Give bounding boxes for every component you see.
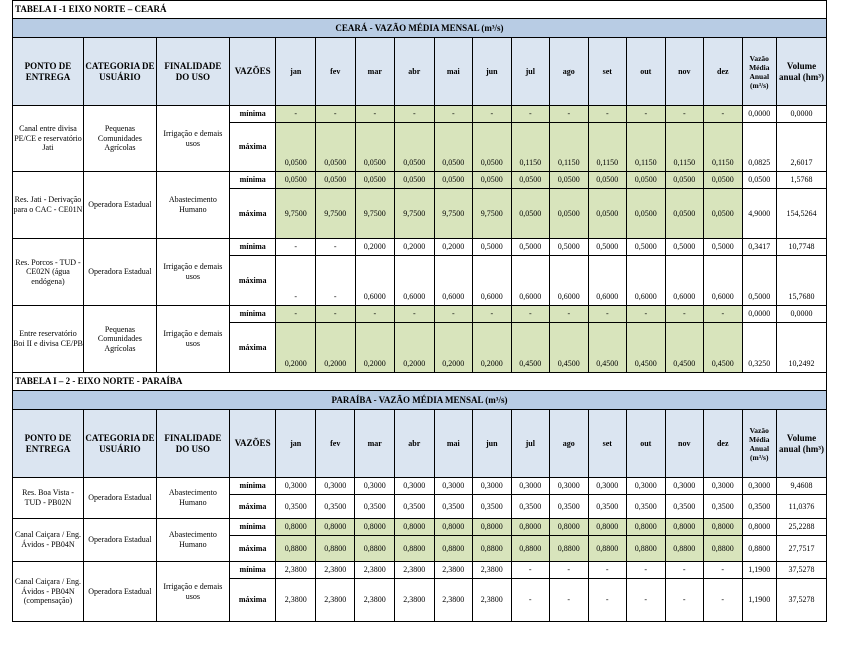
ponto-entrega-cell: Res. Boa Vista - TUD - PB02N — [13, 478, 84, 519]
header-month: abr — [395, 410, 435, 478]
month-value-cell: 0,2000 — [316, 323, 356, 373]
month-value-cell: 0,3000 — [434, 478, 473, 495]
header-vazoes: VAZÕES — [229, 38, 276, 106]
vazao-anual-cell: 0,0000 — [742, 106, 776, 123]
month-value-cell: 0,1150 — [550, 123, 589, 172]
month-value-cell: 0,3500 — [276, 495, 316, 519]
finalidade-cell: Irrigação e demais usos — [156, 306, 229, 373]
categoria-cell: Pequenas Comunidades Agrícolas — [83, 106, 156, 172]
month-value-cell: - — [434, 306, 473, 323]
month-value-cell: 0,3500 — [434, 495, 473, 519]
header-month: dez — [704, 38, 743, 106]
month-value-cell: 0,2000 — [395, 239, 435, 256]
volume-anual-cell: 11,0376 — [776, 495, 826, 519]
month-value-cell: 0,8000 — [665, 519, 704, 536]
month-value-cell: 0,3000 — [550, 478, 589, 495]
header-month: out — [627, 38, 666, 106]
month-value-cell: 0,3500 — [627, 495, 666, 519]
month-value-cell: 0,2000 — [473, 323, 512, 373]
volume-anual-cell: 0,0000 — [777, 306, 827, 323]
month-value-cell: 0,4500 — [550, 323, 589, 373]
month-value-cell: 0,6000 — [704, 256, 743, 306]
vazao-anual-cell: 0,3500 — [742, 495, 776, 519]
month-value-cell: 0,0500 — [665, 172, 704, 189]
month-value-cell: 0,8000 — [395, 519, 435, 536]
month-value-cell: - — [511, 106, 550, 123]
finalidade-cell: Abastecimento Humano — [156, 478, 229, 519]
month-value-cell: 0,6000 — [473, 256, 512, 306]
month-value-cell: - — [704, 579, 743, 622]
header-month: mar — [355, 410, 395, 478]
table-title: TABELA I – 2 - EIXO NORTE - PARAÍBA — [13, 373, 827, 391]
month-value-cell: 0,1150 — [627, 123, 666, 172]
month-value-cell: 0,3500 — [511, 495, 550, 519]
header-month: jun — [473, 410, 512, 478]
vazao-type-cell: máxima — [229, 495, 276, 519]
header-month: mar — [355, 38, 395, 106]
month-value-cell: 0,3000 — [665, 478, 704, 495]
categoria-cell: Operadora Estadual — [83, 519, 156, 562]
month-value-cell: 0,4500 — [704, 323, 743, 373]
header-month: fev — [315, 410, 355, 478]
month-value-cell: - — [395, 306, 435, 323]
month-value-cell: - — [665, 562, 704, 579]
month-value-cell: - — [627, 106, 666, 123]
table-row — [13, 306, 827, 323]
month-value-cell: - — [511, 306, 550, 323]
month-value-cell: 0,6000 — [588, 256, 627, 306]
month-value-cell: 0,0500 — [627, 189, 666, 239]
vazao-anual-cell: 0,0825 — [742, 123, 776, 172]
month-value-cell: 0,1150 — [704, 123, 743, 172]
header-month: ago — [550, 410, 589, 478]
month-value-cell: 2,3800 — [395, 579, 435, 622]
header-month: jul — [511, 38, 550, 106]
header-month: jun — [473, 38, 512, 106]
categoria-cell: Operadora Estadual — [83, 478, 156, 519]
month-value-cell: 0,5000 — [627, 239, 666, 256]
month-value-cell: 0,0500 — [704, 172, 743, 189]
month-value-cell: 0,3500 — [315, 495, 355, 519]
month-value-cell: 0,0500 — [473, 172, 512, 189]
month-value-cell: 0,0500 — [276, 123, 316, 172]
title-row — [13, 373, 827, 391]
volume-anual-cell: 1,5768 — [777, 172, 827, 189]
month-value-cell: 0,2000 — [434, 323, 473, 373]
month-value-cell: - — [316, 239, 356, 256]
month-value-cell: 0,8800 — [395, 536, 435, 562]
finalidade-cell: Abastecimento Humano — [156, 172, 229, 239]
month-value-cell: 0,8800 — [434, 536, 473, 562]
vazao-type-cell: máxima — [229, 189, 276, 239]
month-value-cell: 0,1150 — [511, 123, 550, 172]
month-value-cell: 0,3500 — [473, 495, 512, 519]
month-value-cell: - — [627, 306, 666, 323]
month-value-cell: 0,8000 — [434, 519, 473, 536]
table-band-title: PARAÍBA - VAZÃO MÉDIA MENSAL (m³/s) — [13, 391, 827, 410]
month-value-cell: 0,3000 — [511, 478, 550, 495]
ponto-entrega-cell: Entre reservatório Boi II e divisa CE/PB — [13, 306, 84, 373]
finalidade-cell: Abastecimento Humano — [156, 519, 229, 562]
month-value-cell: 0,8800 — [276, 536, 316, 562]
vazao-anual-cell: 0,3250 — [742, 323, 776, 373]
month-value-cell: 0,0500 — [355, 172, 395, 189]
month-value-cell: 9,7500 — [355, 189, 395, 239]
month-value-cell: - — [355, 106, 395, 123]
month-value-cell: 0,4500 — [588, 323, 627, 373]
month-value-cell: - — [276, 306, 316, 323]
categoria-cell: Operadora Estadual — [83, 172, 156, 239]
vazao-anual-cell: 0,5000 — [742, 256, 776, 306]
ponto-entrega-cell: Canal entre divisa PE/CE e reservatório Jati — [13, 106, 84, 172]
header-month: mai — [434, 410, 473, 478]
month-value-cell: - — [665, 106, 704, 123]
ponto-entrega-cell: Canal Caiçara / Eng. Ávidos - PB04N (compensação) — [13, 562, 84, 622]
month-value-cell: 0,3000 — [704, 478, 743, 495]
month-value-cell: 0,8000 — [473, 519, 512, 536]
volume-anual-cell: 37,5278 — [776, 562, 826, 579]
table-title: TABELA I -1 EIXO NORTE – CEARÁ — [13, 1, 827, 19]
month-value-cell: 2,3800 — [276, 579, 316, 622]
vazao-anual-cell: 0,3417 — [742, 239, 776, 256]
header-month: nov — [665, 38, 704, 106]
month-value-cell: 0,8800 — [550, 536, 589, 562]
title-row — [13, 1, 827, 19]
header-vazao-anual: Vazão Média Anual (m³/s) — [742, 38, 776, 106]
volume-anual-cell: 9,4608 — [776, 478, 826, 495]
vazao-type-cell: máxima — [229, 579, 276, 622]
month-value-cell: 0,8800 — [704, 536, 743, 562]
month-value-cell: - — [276, 256, 316, 306]
month-value-cell: 0,6000 — [627, 256, 666, 306]
month-value-cell: 0,0500 — [588, 189, 627, 239]
header-month: jan — [276, 410, 316, 478]
vazao-type-cell: mínima — [229, 562, 276, 579]
month-value-cell: 0,0500 — [473, 123, 512, 172]
month-value-cell: 9,7500 — [395, 189, 435, 239]
month-value-cell: 0,8800 — [315, 536, 355, 562]
month-value-cell: - — [627, 579, 666, 622]
month-value-cell: 0,0500 — [511, 172, 550, 189]
month-value-cell: 9,7500 — [316, 189, 356, 239]
month-value-cell: 0,3000 — [276, 478, 316, 495]
month-value-cell: - — [434, 106, 473, 123]
month-value-cell: 0,5000 — [550, 239, 589, 256]
month-value-cell: - — [511, 562, 550, 579]
month-value-cell: 0,3500 — [665, 495, 704, 519]
month-value-cell: - — [665, 579, 704, 622]
month-value-cell: 0,1150 — [665, 123, 704, 172]
header-month: jan — [276, 38, 316, 106]
month-value-cell: - — [511, 579, 550, 622]
ponto-entrega-cell: Res. Porcos - TUD -CE02N (água endógena) — [13, 239, 84, 306]
header-month: abr — [395, 38, 435, 106]
header-month: jul — [511, 410, 550, 478]
month-value-cell: - — [665, 306, 704, 323]
month-value-cell: 0,2000 — [355, 239, 395, 256]
header-month: ago — [550, 38, 589, 106]
header-ponto: PONTO DE ENTREGA — [13, 410, 84, 478]
volume-anual-cell: 37,5278 — [776, 579, 826, 622]
month-value-cell: 0,8800 — [355, 536, 395, 562]
table-row — [13, 106, 827, 123]
month-value-cell: 0,3500 — [355, 495, 395, 519]
month-value-cell: - — [276, 106, 316, 123]
vazao-type-cell: mínima — [229, 172, 276, 189]
month-value-cell: 0,0500 — [550, 189, 589, 239]
month-value-cell: - — [588, 579, 627, 622]
month-value-cell: - — [588, 106, 627, 123]
header-month: set — [588, 38, 627, 106]
table-row — [13, 519, 827, 536]
month-value-cell: - — [550, 306, 589, 323]
month-value-cell: 0,8800 — [511, 536, 550, 562]
volume-anual-cell: 15,7680 — [777, 256, 827, 306]
header-categoria: CATEGORIA DE USUÁRIO — [83, 38, 156, 106]
volume-anual-cell: 10,7748 — [777, 239, 827, 256]
month-value-cell: 0,0500 — [434, 123, 473, 172]
month-value-cell: 0,3500 — [550, 495, 589, 519]
vazao-type-cell: mínima — [229, 519, 276, 536]
month-value-cell: 0,0500 — [434, 172, 473, 189]
month-value-cell: 0,4500 — [665, 323, 704, 373]
month-value-cell: 0,0500 — [355, 123, 395, 172]
month-value-cell: 0,0500 — [511, 189, 550, 239]
month-value-cell: 0,0500 — [627, 172, 666, 189]
header-row — [13, 38, 827, 106]
table-row — [13, 478, 827, 495]
month-value-cell: 0,0500 — [316, 123, 356, 172]
vazao-type-cell: mínima — [229, 478, 276, 495]
month-value-cell: 0,0500 — [395, 172, 435, 189]
volume-anual-cell: 10,2492 — [777, 323, 827, 373]
vazao-anual-cell: 4,9000 — [742, 189, 776, 239]
month-value-cell: 0,0500 — [550, 172, 589, 189]
month-value-cell: - — [355, 306, 395, 323]
month-value-cell: - — [588, 562, 627, 579]
table-paraiba — [12, 372, 827, 622]
finalidade-cell: Irrigação e demais usos — [156, 562, 229, 622]
header-finalidade: FINALIDADE DO USO — [156, 410, 229, 478]
month-value-cell: 0,2000 — [434, 239, 473, 256]
table-row — [13, 239, 827, 256]
month-value-cell: 9,7500 — [276, 189, 316, 239]
month-value-cell: 0,3000 — [588, 478, 627, 495]
ponto-entrega-cell: Canal Caiçara / Eng. Ávidos - PB04N — [13, 519, 84, 562]
month-value-cell: 0,8000 — [704, 519, 743, 536]
month-value-cell: 0,2000 — [276, 323, 316, 373]
month-value-cell: 0,4500 — [511, 323, 550, 373]
vazao-type-cell: mínima — [229, 239, 276, 256]
month-value-cell: 2,3800 — [473, 562, 512, 579]
month-value-cell: 0,6000 — [355, 256, 395, 306]
month-value-cell: 0,8000 — [315, 519, 355, 536]
month-value-cell: 0,0500 — [665, 189, 704, 239]
month-value-cell: 0,5000 — [511, 239, 550, 256]
month-value-cell: 2,3800 — [395, 562, 435, 579]
month-value-cell: 0,5000 — [473, 239, 512, 256]
month-value-cell: 0,8800 — [627, 536, 666, 562]
month-value-cell: 2,3800 — [434, 579, 473, 622]
month-value-cell: 0,3000 — [355, 478, 395, 495]
header-row — [13, 410, 827, 478]
month-value-cell: 0,5000 — [588, 239, 627, 256]
month-value-cell: - — [588, 306, 627, 323]
ponto-entrega-cell: Res. Jati - Derivação para o CAC - CE01N — [13, 172, 84, 239]
header-month: mai — [434, 38, 473, 106]
month-value-cell: - — [704, 562, 743, 579]
month-value-cell: - — [316, 256, 356, 306]
month-value-cell: - — [704, 306, 743, 323]
month-value-cell: 0,6000 — [665, 256, 704, 306]
month-value-cell: 0,2000 — [395, 323, 435, 373]
month-value-cell: 2,3800 — [473, 579, 512, 622]
month-value-cell: - — [704, 106, 743, 123]
month-value-cell: 0,8000 — [355, 519, 395, 536]
month-value-cell: 0,3000 — [473, 478, 512, 495]
header-month: dez — [704, 410, 743, 478]
month-value-cell: - — [550, 562, 589, 579]
month-value-cell: 0,8800 — [473, 536, 512, 562]
header-categoria: CATEGORIA DE USUÁRIO — [83, 410, 156, 478]
vazao-type-cell: mínima — [229, 106, 276, 123]
month-value-cell: 0,6000 — [550, 256, 589, 306]
table-row — [13, 172, 827, 189]
header-month: nov — [665, 410, 704, 478]
month-value-cell: 0,8800 — [588, 536, 627, 562]
finalidade-cell: Irrigação e demais usos — [156, 106, 229, 172]
vazao-type-cell: mínima — [229, 306, 276, 323]
month-value-cell: 2,3800 — [355, 579, 395, 622]
volume-anual-cell: 27,7517 — [776, 536, 826, 562]
categoria-cell: Operadora Estadual — [83, 239, 156, 306]
month-value-cell: - — [550, 579, 589, 622]
month-value-cell: 0,3500 — [588, 495, 627, 519]
vazao-anual-cell: 1,1900 — [742, 562, 776, 579]
month-value-cell: 0,5000 — [704, 239, 743, 256]
vazao-anual-cell: 0,8800 — [742, 536, 776, 562]
month-value-cell: 0,6000 — [434, 256, 473, 306]
table-row — [13, 562, 827, 579]
month-value-cell: - — [316, 106, 356, 123]
month-value-cell: 0,3000 — [627, 478, 666, 495]
table-ceara — [12, 0, 827, 373]
vazao-type-cell: máxima — [229, 256, 276, 306]
month-value-cell: 0,3500 — [704, 495, 743, 519]
month-value-cell: - — [276, 239, 316, 256]
month-value-cell: - — [316, 306, 356, 323]
month-value-cell: 0,2000 — [355, 323, 395, 373]
month-value-cell: 0,8000 — [627, 519, 666, 536]
band-row — [13, 19, 827, 38]
month-value-cell: 0,8800 — [665, 536, 704, 562]
month-value-cell: - — [395, 106, 435, 123]
vazao-type-cell: máxima — [229, 323, 276, 373]
band-row — [13, 391, 827, 410]
month-value-cell: 2,3800 — [434, 562, 473, 579]
header-vazoes: VAZÕES — [229, 410, 276, 478]
month-value-cell: 9,7500 — [434, 189, 473, 239]
header-vazao-anual: Vazão Média Anual (m³/s) — [742, 410, 776, 478]
month-value-cell: - — [473, 306, 512, 323]
month-value-cell: 0,3500 — [395, 495, 435, 519]
month-value-cell: 0,8000 — [550, 519, 589, 536]
month-value-cell: 2,3800 — [276, 562, 316, 579]
month-value-cell: 0,3000 — [315, 478, 355, 495]
vazao-anual-cell: 0,0000 — [742, 306, 776, 323]
header-volume-anual: Volume anual (hm³) — [777, 38, 827, 106]
month-value-cell: 0,6000 — [395, 256, 435, 306]
header-ponto: PONTO DE ENTREGA — [13, 38, 84, 106]
month-value-cell: 0,3000 — [395, 478, 435, 495]
month-value-cell: 0,8000 — [276, 519, 316, 536]
month-value-cell: 0,8000 — [588, 519, 627, 536]
table-band-title: CEARÁ - VAZÃO MÉDIA MENSAL (m³/s) — [13, 19, 827, 38]
volume-anual-cell: 0,0000 — [777, 106, 827, 123]
finalidade-cell: Irrigação e demais usos — [156, 239, 229, 306]
month-value-cell: 0,4500 — [627, 323, 666, 373]
header-volume-anual: Volume anual (hm³) — [776, 410, 826, 478]
month-value-cell: 0,6000 — [511, 256, 550, 306]
month-value-cell: 0,1150 — [588, 123, 627, 172]
month-value-cell: 2,3800 — [315, 562, 355, 579]
categoria-cell: Operadora Estadual — [83, 562, 156, 622]
vazao-anual-cell: 1,1900 — [742, 579, 776, 622]
header-month: set — [588, 410, 627, 478]
month-value-cell: 2,3800 — [355, 562, 395, 579]
vazao-type-cell: máxima — [229, 536, 276, 562]
month-value-cell: 0,0500 — [395, 123, 435, 172]
month-value-cell: 0,0500 — [704, 189, 743, 239]
volume-anual-cell: 154,5264 — [777, 189, 827, 239]
categoria-cell: Pequenas Comunidades Agrícolas — [83, 306, 156, 373]
month-value-cell: - — [550, 106, 589, 123]
month-value-cell: 2,3800 — [315, 579, 355, 622]
header-month: fev — [316, 38, 356, 106]
month-value-cell: 0,0500 — [276, 172, 316, 189]
vazao-anual-cell: 0,3000 — [742, 478, 776, 495]
header-finalidade: FINALIDADE DO USO — [156, 38, 229, 106]
vazao-anual-cell: 0,0500 — [742, 172, 776, 189]
month-value-cell: 0,8000 — [511, 519, 550, 536]
vazao-anual-cell: 0,8000 — [742, 519, 776, 536]
month-value-cell: - — [473, 106, 512, 123]
volume-anual-cell: 2,6017 — [777, 123, 827, 172]
month-value-cell: - — [627, 562, 666, 579]
month-value-cell: 9,7500 — [473, 189, 512, 239]
volume-anual-cell: 25,2288 — [776, 519, 826, 536]
month-value-cell: 0,0500 — [588, 172, 627, 189]
month-value-cell: 0,5000 — [665, 239, 704, 256]
vazao-type-cell: máxima — [229, 123, 276, 172]
header-month: out — [627, 410, 666, 478]
month-value-cell: 0,0500 — [316, 172, 356, 189]
